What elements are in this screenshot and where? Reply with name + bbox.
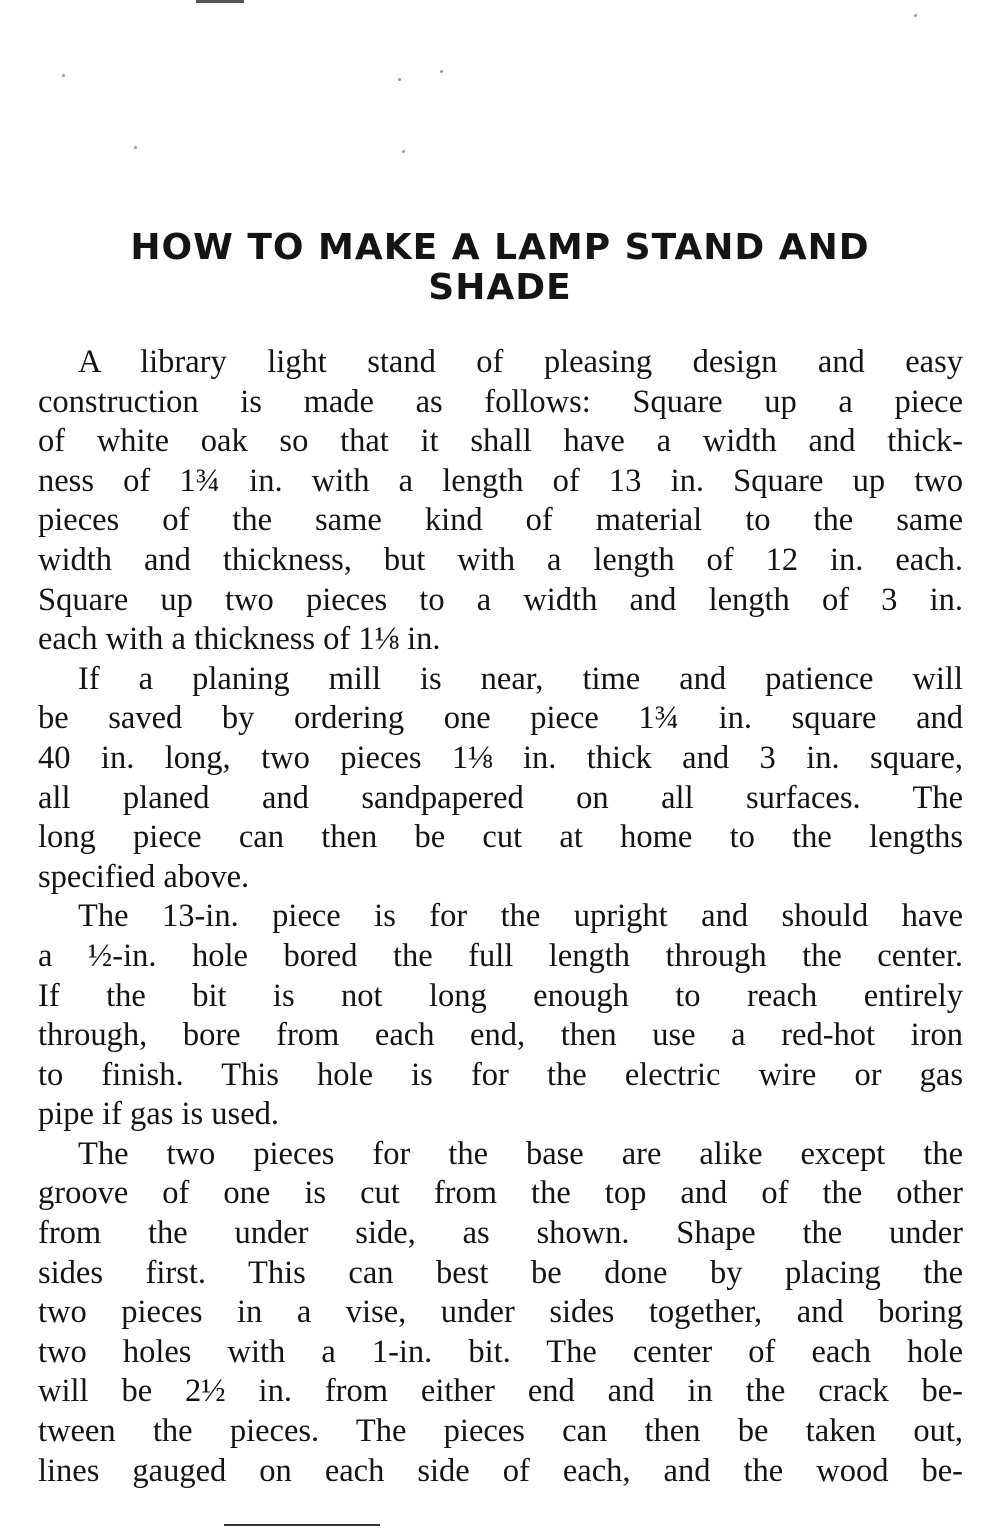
text-line: tween the pieces. The pieces can then be taken out, (38, 1413, 963, 1450)
text-line: Square up two pieces to a width and length of 3 in. (38, 581, 963, 618)
text-line: each with a thickness of 1⅛ in. (38, 621, 441, 658)
text-line: If a planing mill is near, time and patience will (78, 660, 963, 697)
text-line: ness of 1¾ in. with a length of 13 in. Square up two (38, 462, 963, 499)
text-line: from the under side, as shown. Shape the under (38, 1215, 963, 1252)
text-line: groove of one is cut from the top and of the other (38, 1175, 963, 1212)
text-line: The 13-in. piece is for the upright and should have (78, 898, 963, 935)
text-line: all planed and sandpapered on all surfaces. The (38, 779, 963, 816)
article-title (60, 228, 940, 308)
text-line: A library light stand of pleasing design and easy (78, 344, 963, 380)
scan-speck (914, 14, 917, 17)
text-line: specified above. (38, 858, 250, 895)
text-line: through, bore from each end, then use a red-hot iron (38, 1017, 963, 1054)
text-line: to finish. This hole is for the electric wire or gas (38, 1056, 963, 1093)
text-line: a ½-in. hole bored the full length through the center. (38, 937, 963, 974)
text-line: lines gauged on each side of each, and the wood be- (38, 1452, 963, 1489)
title-line: SHADE (428, 267, 572, 308)
scan-speck (62, 74, 65, 77)
scan-mark (196, 0, 244, 3)
text-line: construction is made as follows: Square up a piece (38, 383, 963, 420)
text-line: two holes with a 1-in. bit. The center of each hole (38, 1333, 963, 1370)
scan-speck (134, 146, 137, 149)
text-line: will be 2½ in. from either end and in the crack be- (38, 1373, 963, 1410)
text-line: 40 in. long, two pieces 1⅛ in. thick and 3 in. square, (38, 739, 963, 776)
text-line: of white oak so that it shall have a width and thick- (38, 423, 963, 460)
title-line: HOW TO MAKE A LAMP STAND AND (130, 227, 870, 268)
text-line: sides first. This can best be done by placing the (38, 1254, 963, 1291)
text-line: two pieces in a vise, under sides together, and boring (38, 1294, 963, 1331)
text-line: The two pieces for the base are alike except the (78, 1135, 963, 1172)
text-line: long piece can then be cut at home to the lengths (38, 819, 963, 856)
scan-speck (402, 150, 405, 153)
text-line: width and thickness, but with a length of 12 in. each. (38, 541, 963, 578)
footer-rule (224, 1524, 380, 1526)
text-line: be saved by ordering one piece 1¾ in. square and (38, 700, 963, 737)
text-line: pipe if gas is used. (38, 1096, 280, 1133)
text-line: pieces of the same kind of material to the same (38, 502, 963, 539)
article-body (38, 343, 963, 1491)
scan-speck (398, 78, 401, 81)
scan-speck (440, 70, 443, 73)
text-line: If the bit is not long enough to reach entirely (38, 977, 963, 1014)
